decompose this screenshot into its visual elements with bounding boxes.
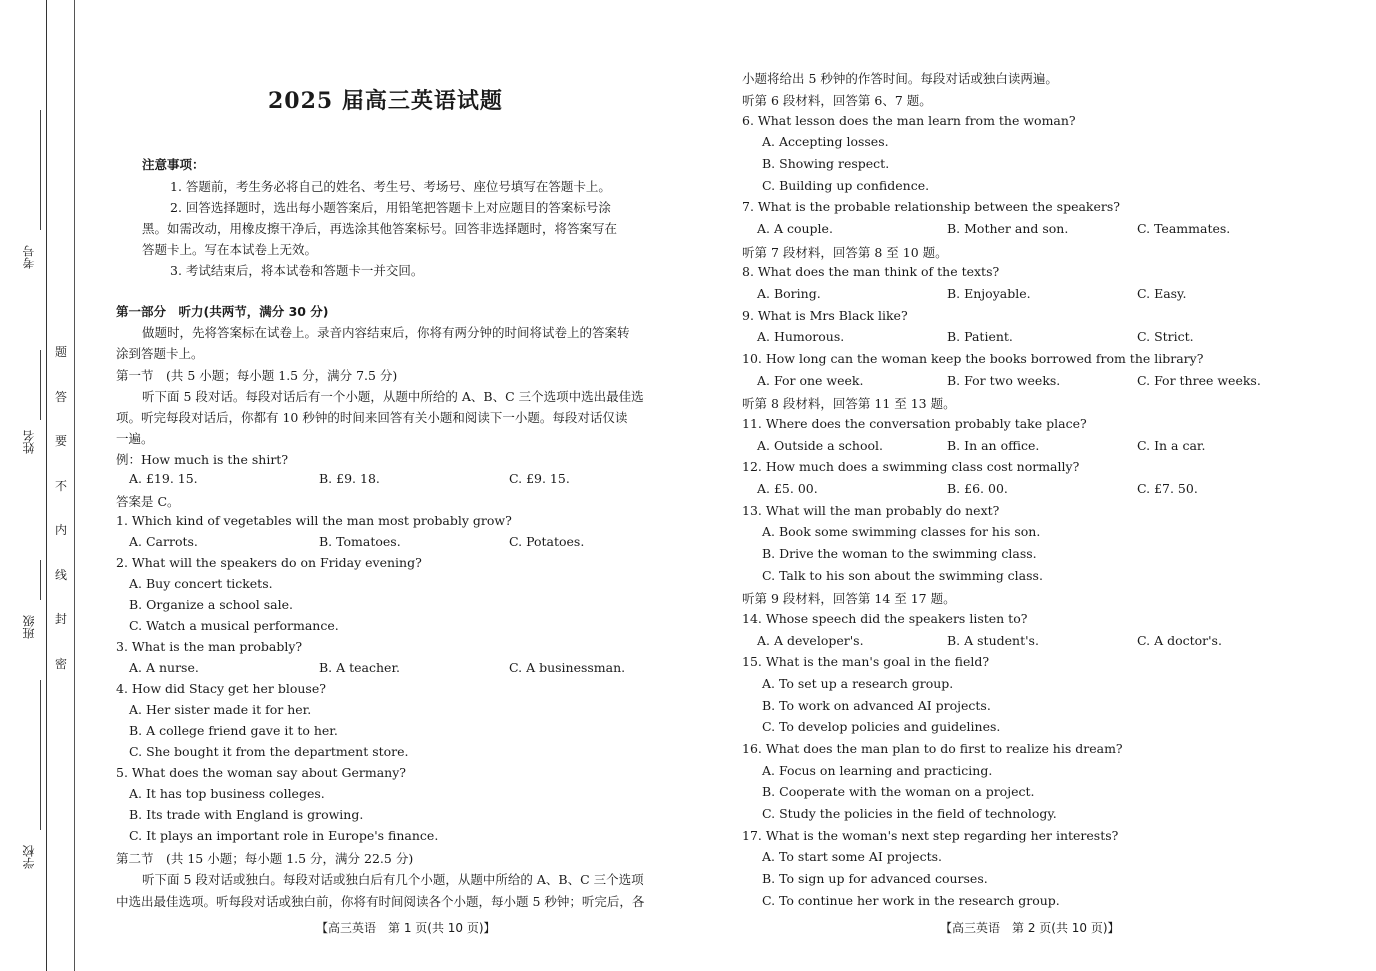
section-heading: 第一节 (共 5 小题；每小题 1.5 分，满分 7.5 分) — [116, 368, 398, 383]
binding-rule — [46, 0, 47, 971]
option-b: B. A college friend gave it to her. — [129, 723, 338, 738]
option-b: B. Enjoyable. — [947, 286, 1031, 302]
notice-line: 黑。如需改动，用橡皮擦干净后，再选涂其他答案标号。回答非选择题时，将答案写在 — [142, 221, 618, 236]
question: 17. What is the woman's next step regarding her interests? — [742, 827, 1119, 843]
option-a: A. Boring. — [757, 286, 821, 302]
page-title: 2025 届高三英语试题 — [268, 88, 503, 114]
group-heading: 听第 9 段材料，回答第 14 至 17 题。 — [742, 591, 956, 607]
seal-char: 答 — [54, 389, 67, 404]
question: 3. What is the man probably? — [116, 639, 303, 654]
option-b: B. Mother and son. — [947, 221, 1069, 237]
option-b: B. To sign up for advanced courses. — [762, 871, 988, 887]
question: 2. What will the speakers do on Friday evening? — [116, 555, 422, 570]
page-1-footer: 【高三英语 第 1 页(共 10 页)】 — [316, 921, 496, 935]
option-a: A. For one week. — [757, 372, 864, 388]
seal-char: 题 — [54, 345, 67, 359]
instruction-line: 做题时，先将答案标在试卷上。录音内容结束后，你将有两分钟的时间将试卷上的答案转 — [142, 325, 630, 340]
option-b: B. £6. 00. — [947, 481, 1008, 497]
question: 5. What does the woman say about Germany? — [116, 765, 406, 780]
seal-char: 不 — [54, 478, 67, 493]
option-c: C. Teammates. — [1137, 221, 1231, 237]
option-a: A. Outside a school. — [757, 437, 883, 453]
option-a: A. Humorous. — [757, 329, 845, 345]
notice-title: 注意事项： — [142, 157, 205, 172]
instruction-line: 小题将给出 5 秒钟的作答时间。每段对话或独白读两遍。 — [742, 71, 1058, 86]
question: 10. How long can the woman keep the books borrowed from the library? — [742, 351, 1204, 367]
option-b: B. Drive the woman to the swimming class. — [762, 546, 1037, 562]
instruction-line: 涂到答题卡上。 — [116, 346, 204, 361]
option-a: A. Buy concert tickets. — [129, 576, 273, 591]
example-question: 例：How much is the shirt? — [116, 452, 289, 467]
option-a: A. Focus on learning and practicing. — [762, 762, 993, 778]
option-c: C. A doctor's. — [1137, 632, 1222, 648]
option-c: C. £9. 15. — [509, 471, 570, 486]
question: 6. What lesson does the man learn from the woman? — [742, 112, 1076, 128]
option-c: C. A businessman. — [509, 660, 626, 675]
binding-margin — [0, 0, 76, 971]
question: 16. What does the man plan to do first to realize his dream? — [742, 741, 1123, 757]
option-c: C. To develop policies and guidelines. — [762, 719, 1001, 735]
option-c: C. £7. 50. — [1137, 481, 1198, 497]
instruction-line: 听下面 5 段对话。每段对话后有一个小题，从题中所给的 A、B、C 三个选项中选出最佳选 — [142, 389, 644, 404]
instruction-line: 听下面 5 段对话或独白。每段对话或独白后有几个小题，从题中所给的 A、B、C 三个选项 — [142, 872, 644, 887]
seal-char: 要 — [54, 434, 67, 448]
option-a: A. Carrots. — [129, 534, 198, 549]
school-label: 学校 — [22, 845, 36, 869]
instruction-line: 中选出最佳选项。听每段对话或独白前，你将有时间阅读各个小题，每小题 5 秒钟；听完后，各 — [116, 894, 645, 909]
name-field — [2, 350, 42, 480]
option-a: A. Her sister made it for her. — [129, 702, 312, 717]
option-b: B. For two weeks. — [947, 372, 1061, 388]
seal-char: 密 — [54, 656, 67, 671]
option-b: B. In an office. — [947, 437, 1040, 453]
instruction-line: 项。听完每段对话后，你都有 10 秒钟的时间来回答有关小题和阅读下一小题。每段对话仅读 — [116, 410, 628, 425]
question: 9. What is Mrs Black like? — [742, 307, 908, 323]
option-a: A. Accepting losses. — [762, 134, 889, 150]
option-b: B. Patient. — [947, 329, 1013, 345]
class-field — [2, 560, 42, 660]
option-b: B. £9. 18. — [319, 471, 380, 486]
question: 4. How did Stacy get her blouse? — [116, 681, 326, 696]
notice-line: 3. 考试结束后，将本试卷和答题卡一并交回。 — [170, 263, 424, 278]
option-c: C. For three weeks. — [1137, 372, 1261, 388]
question: 15. What is the man's goal in the field? — [742, 654, 990, 670]
option-a: A. Book some swimming classes for his son. — [762, 524, 1041, 540]
option-a: A. A developer's. — [757, 632, 864, 648]
example-answer: 答案是 C。 — [116, 494, 180, 509]
school-field — [2, 680, 42, 880]
option-c: C. She bought it from the department store. — [129, 744, 409, 759]
option-b: B. Showing respect. — [762, 156, 890, 171]
option-a: A. £5. 00. — [757, 481, 818, 497]
group-heading: 听第 7 段材料，回答第 8 至 10 题。 — [742, 244, 948, 260]
option-b: B. Cooperate with the woman on a project. — [762, 784, 1035, 800]
part-heading: 第一部分 听力(共两节，满分 30 分) — [116, 304, 329, 319]
option-a: A. A nurse. — [129, 660, 199, 675]
notice-line: 2. 回答选择题时，选出每小题答案后，用铅笔把答题卡上对应题目的答案标号涂 — [170, 200, 611, 215]
notice-line: 1. 答题前，考生务必将自己的姓名、考生号、考场号、座位号填写在答题卡上。 — [170, 179, 611, 194]
option-b: B. A student's. — [947, 632, 1039, 648]
exam-number-field — [2, 110, 42, 310]
seal-char: 线 — [54, 567, 67, 582]
option-b: B. Its trade with England is growing. — [129, 807, 364, 822]
option-b: B. Organize a school sale. — [129, 597, 293, 612]
seal-line-notice — [51, 330, 71, 686]
question: 13. What will the man probably do next? — [742, 502, 1000, 518]
question: 14. Whose speech did the speakers listen to? — [742, 611, 1028, 627]
option-a: A. To set up a research group. — [762, 676, 954, 692]
option-b: B. A teacher. — [319, 660, 401, 675]
option-a: A. £19. 15. — [129, 471, 198, 486]
option-c: C. Talk to his son about the swimming class. — [762, 567, 1043, 583]
section-heading: 第二节 (共 15 小题；每小题 1.5 分，满分 22.5 分) — [116, 851, 414, 866]
class-label: 班级 — [22, 615, 36, 639]
option-c: C. Easy. — [1137, 286, 1187, 302]
option-c: C. Watch a musical performance. — [129, 618, 339, 633]
page-2-footer: 【高三英语 第 2 页(共 10 页)】 — [940, 921, 1120, 935]
option-c: C. Potatoes. — [509, 534, 585, 549]
question: 1. Which kind of vegetables will the man most probably grow? — [116, 513, 512, 528]
option-a: A. To start some AI projects. — [762, 849, 942, 865]
option-a: A. It has top business colleges. — [129, 786, 325, 801]
option-c: C. To continue her work in the research group. — [762, 892, 1060, 908]
option-c: C. It plays an important role in Europe's finance. — [129, 828, 439, 843]
option-b: B. Tomatoes. — [319, 534, 401, 549]
exam-number-label: 考号 — [22, 245, 36, 269]
name-label: 姓名 — [22, 430, 36, 454]
option-c: C. In a car. — [1137, 437, 1206, 453]
option-c: C. Building up confidence. — [762, 177, 930, 193]
option-b: B. To work on advanced AI projects. — [762, 697, 991, 713]
option-c: C. Strict. — [1137, 329, 1194, 345]
seal-char: 封 — [54, 612, 67, 626]
question: 12. How much does a swimming class cost normally? — [742, 459, 1080, 475]
seal-char: 内 — [54, 523, 67, 537]
question: 7. What is the probable relationship between the speakers? — [742, 199, 1120, 215]
binding-rule — [74, 0, 75, 971]
question: 8. What does the man think of the texts? — [742, 264, 1000, 280]
instruction-line: 一遍。 — [116, 431, 154, 446]
group-heading: 听第 8 段材料，回答第 11 至 13 题。 — [742, 396, 956, 412]
question: 11. Where does the conversation probably take place? — [742, 416, 1087, 432]
option-a: A. A couple. — [757, 221, 833, 237]
group-heading: 听第 6 段材料，回答第 6、7 题。 — [742, 93, 932, 108]
option-c: C. Study the policies in the field of technology. — [762, 806, 1057, 822]
notice-line: 答题卡上。写在本试卷上无效。 — [142, 242, 318, 257]
